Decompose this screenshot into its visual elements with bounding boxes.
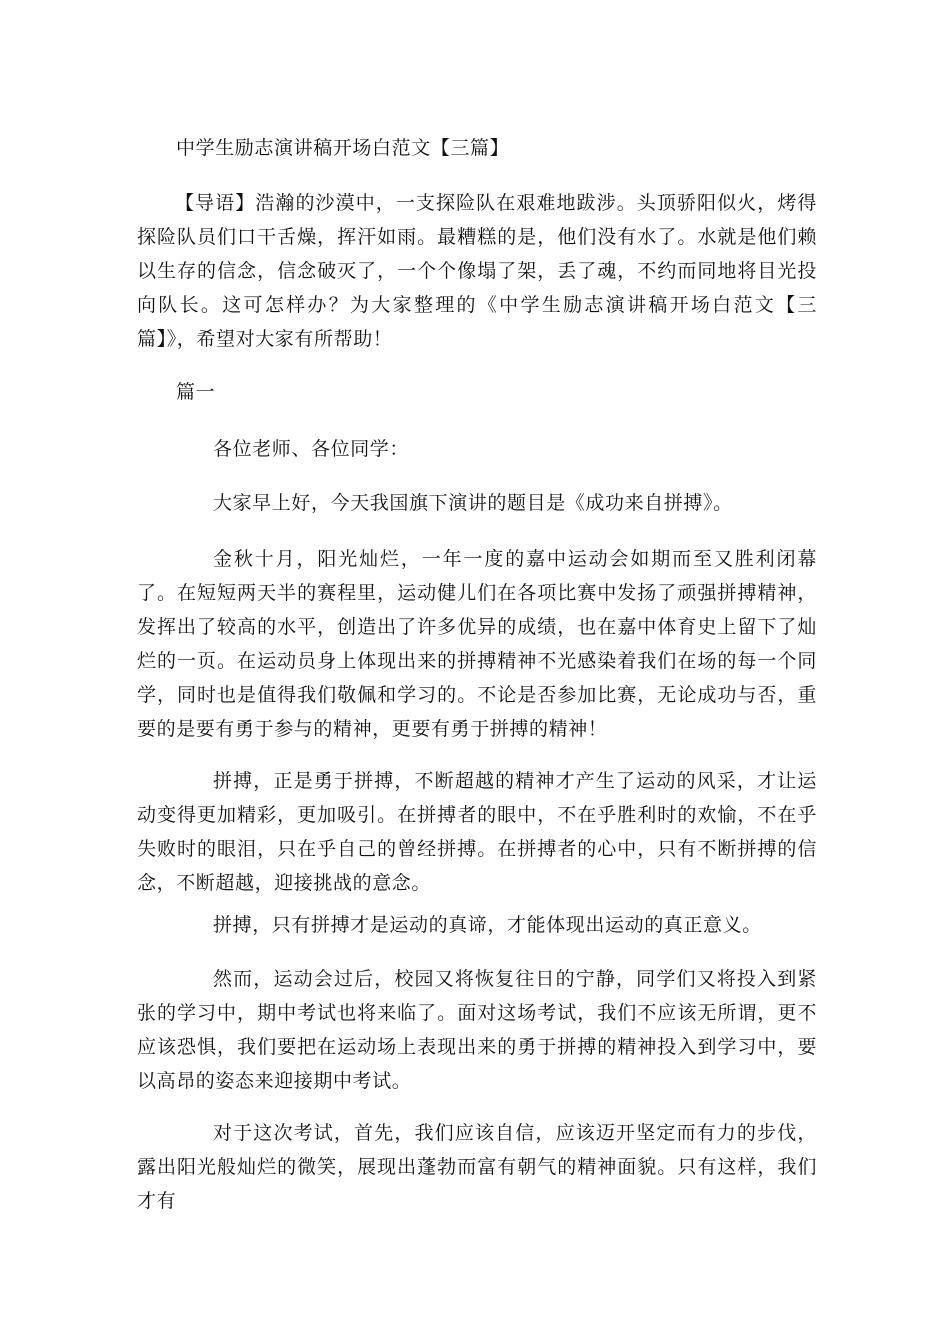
section-heading: 篇一	[176, 381, 216, 403]
document-title: 中学生励志演讲稿开场白范文【三篇】	[176, 137, 510, 159]
salutation: 各位老师、各位同学：	[213, 438, 410, 460]
body-paragraph: 大家早上好，今天我国旗下演讲的题目是《成功来自拼搏》。	[213, 492, 733, 514]
body-paragraph: 拼搏，只有拼搏才是运动的真谛，才能体现出运动的真正意义。	[213, 914, 762, 936]
lead-paragraph: 【导语】浩瀚的沙漠中，一支探险队在艰难地跋涉。头顶骄阳似火，烤得探险队员们口干舌燥，挥汗如雨。最糟糕的是，他们没有水了。水就是他们赖以生存的信念，信念破灭了，一个个像塌了架，丢了魂，不约而同地将目光投向队长。这可怎样办？为大家整理的《中学生励志演讲稿开场白范文【三篇】》，希望对大家有所帮助！	[137, 192, 817, 350]
body-paragraph: 金秋十月，阳光灿烂，一年一度的嘉中运动会如期而至又胜利闭幕了。在短短两天半的赛程里，运动健儿们在各项比赛中发扬了顽强拼搏精神，发挥出了较高的水平，创造出了许多优异的成绩，也在嘉中体育史上留下了灿烂的一页。在运动员身上体现出来的拼搏精神不光感染着我们在场的每一个同学，同时也是值得我们敬佩和学习的。不论是否参加比赛，无论成功与否，重要的是要有勇于参与的精神，更要有勇于拼搏的精神！	[137, 548, 817, 740]
body-paragraph: 拼搏，正是勇于拼搏，不断超越的精神才产生了运动的风采，才让运动变得更加精彩，更加吸引。在拼搏者的眼中，不在乎胜利时的欢愉，不在乎失败时的眼泪，只在乎自己的曾经拼搏。在拼搏者的心中，只有不断拼搏的信念，不断超越，迎接挑战的意念。	[137, 770, 817, 894]
body-paragraph: 然而，运动会过后，校园又将恢复往日的宁静，同学们又将投入到紧张的学习中，期中考试也将来临了。面对这场考试，我们不应该无所谓，更不应该恐惧，我们要把在运动场上表现出来的勇于拼搏的精神投入到学习中，要以高昂的姿态来迎接期中考试。	[137, 968, 817, 1092]
body-paragraph: 对于这次考试，首先，我们应该自信，应该迈开坚定而有力的步伐，露出阳光般灿烂的微笑，展现出蓬勃而富有朝气的精神面貌。只有这样，我们才有	[137, 1122, 817, 1212]
